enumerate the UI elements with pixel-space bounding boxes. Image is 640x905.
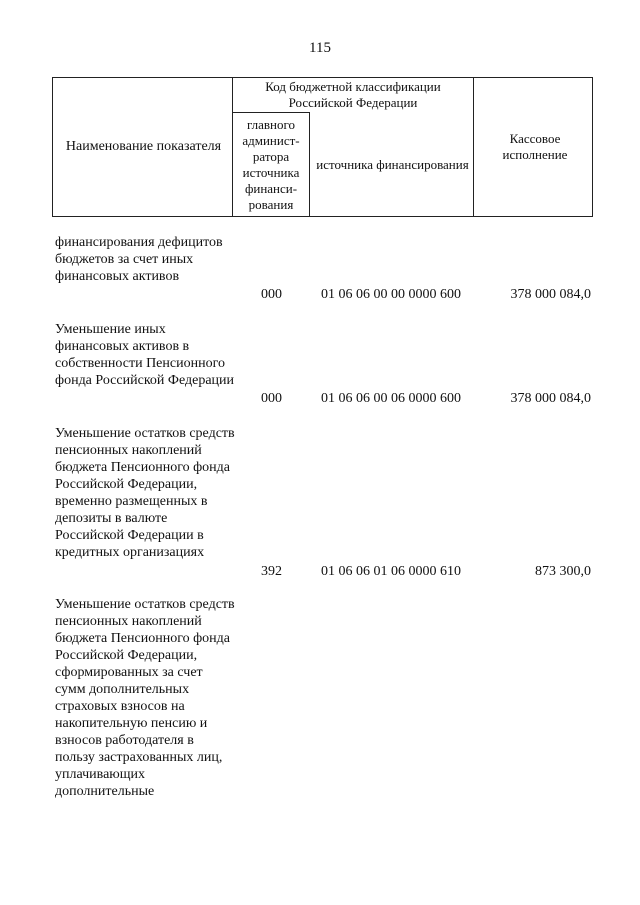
row-source-code: 01 06 06 00 06 0000 600 bbox=[321, 391, 461, 406]
table-row bbox=[0, 321, 640, 407]
header-code-group: Код бюджетной классификации Российской Федерации bbox=[265, 79, 441, 110]
row-name: финансирования дефицитов бюджетов за счет иных финансовых активов bbox=[55, 235, 223, 284]
row-admin-code: 000 bbox=[261, 391, 282, 406]
header-execution: Кассовое исполнение bbox=[502, 131, 568, 162]
row-name: Уменьшение иных финансовых активов в собственности Пенсионного фонда Российской Федерации bbox=[55, 322, 235, 388]
row-amount: 873 300,0 bbox=[535, 564, 591, 579]
row-admin-code: 392 bbox=[261, 564, 282, 579]
page-number: 115 bbox=[309, 40, 331, 56]
row-name: Уменьшение остатков средств пенсионных накоплений бюджета Пенсионного фонда Российской Федерации, сформированных за счет сумм дополнительных страховых взносов на накопительную пенсию и взносов работодателя в пользу застрахованных лиц, уплачивающих дополнительные bbox=[55, 597, 235, 799]
table-row bbox=[0, 234, 640, 304]
row-admin-code: 000 bbox=[261, 287, 282, 302]
table-row bbox=[0, 596, 640, 826]
header-name: Наименование показателя bbox=[65, 139, 222, 154]
row-source-code: 01 06 06 00 00 0000 600 bbox=[321, 287, 461, 302]
row-amount: 378 000 084,0 bbox=[510, 287, 591, 302]
header-source: источника финансирования bbox=[316, 156, 469, 172]
row-name: Уменьшение остатков средств пенсионных накоплений бюджета Пенсионного фонда Российской Федерации, временно размещенных в депозиты в валюте Российской Федерации в кредитных организациях bbox=[55, 426, 235, 560]
row-amount: 378 000 084,0 bbox=[510, 391, 591, 406]
table-row bbox=[0, 425, 640, 581]
row-source-code: 01 06 06 01 06 0000 610 bbox=[321, 564, 461, 579]
header-admin: главного админист-ратора источника финанси-рования bbox=[242, 116, 300, 212]
